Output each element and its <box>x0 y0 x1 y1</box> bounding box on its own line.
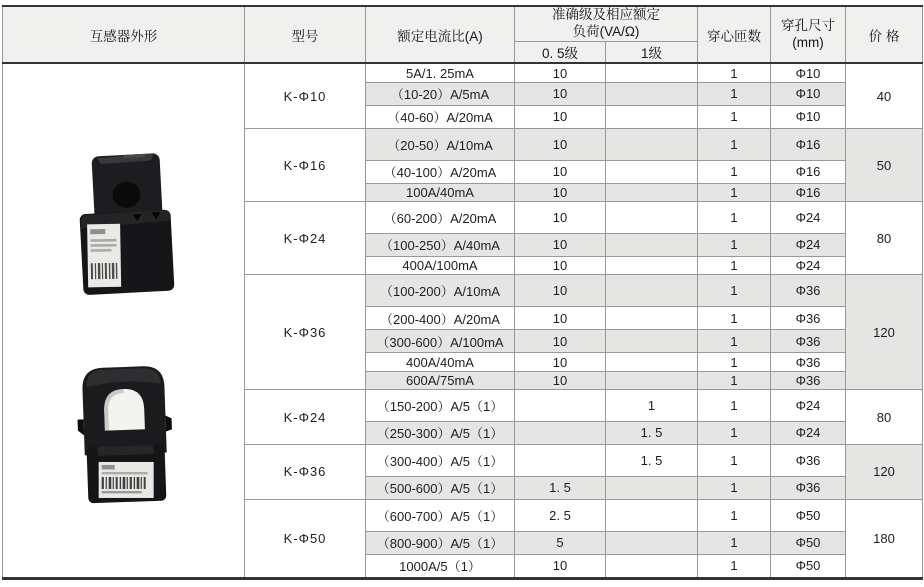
model-cell: K-Φ36 <box>245 445 366 500</box>
hole-cell: Φ50 <box>771 499 846 531</box>
turns-cell: 1 <box>698 256 771 274</box>
acc05-cell: 10 <box>515 160 606 183</box>
acc05-cell: 10 <box>515 554 606 578</box>
turns-cell: 1 <box>698 63 771 82</box>
acc1-cell <box>606 554 698 578</box>
hole-cell: Φ10 <box>771 82 846 105</box>
ratio-cell: （800-900）A/5（1） <box>366 531 515 554</box>
acc05-cell <box>515 390 606 422</box>
turns-cell: 1 <box>698 128 771 160</box>
acc05-cell: 10 <box>515 256 606 274</box>
acc05-cell <box>515 421 606 444</box>
hole-cell: Φ16 <box>771 160 846 183</box>
turns-cell: 1 <box>698 307 771 330</box>
ct-spec-table <box>2 5 923 580</box>
hole-cell: Φ36 <box>771 353 846 371</box>
acc1-cell <box>606 105 698 128</box>
acc1-cell <box>606 128 698 160</box>
turns-cell: 1 <box>698 183 771 201</box>
acc1-cell: 1 <box>606 390 698 422</box>
ratio-cell: （40-60）A/20mA <box>366 105 515 128</box>
turns-cell: 1 <box>698 353 771 371</box>
acc1-cell <box>606 82 698 105</box>
acc05-cell: 2. 5 <box>515 499 606 531</box>
hole-cell: Φ50 <box>771 531 846 554</box>
turns-cell: 1 <box>698 371 771 389</box>
price-cell: 180 <box>846 499 923 578</box>
acc1-cell <box>606 183 698 201</box>
hole-cell: Φ24 <box>771 233 846 256</box>
solid-core-ct-photo <box>73 150 175 298</box>
price-cell: 80 <box>846 202 923 275</box>
split-core-ct-photo <box>73 356 175 508</box>
hole-cell: Φ10 <box>771 63 846 82</box>
hole-cell: Φ24 <box>771 202 846 234</box>
acc1-cell: 1. 5 <box>606 445 698 477</box>
header-turns: 穿心匝数 <box>698 6 771 63</box>
acc05-cell: 5 <box>515 531 606 554</box>
acc05-cell: 10 <box>515 82 606 105</box>
hole-cell: Φ50 <box>771 554 846 578</box>
model-cell: K-Φ24 <box>245 202 366 275</box>
acc1-cell <box>606 63 698 82</box>
model-cell: K-Φ10 <box>245 63 366 128</box>
ratio-cell: 100A/40mA <box>366 183 515 201</box>
table-row <box>3 63 923 82</box>
turns-cell: 1 <box>698 202 771 234</box>
hole-cell: Φ16 <box>771 128 846 160</box>
acc05-cell: 1. 5 <box>515 476 606 499</box>
turns-cell: 1 <box>698 554 771 578</box>
acc05-cell: 10 <box>515 202 606 234</box>
header-acc05: 0. 5级 <box>515 41 606 63</box>
price-cell: 40 <box>846 63 923 128</box>
model-cell: K-Φ50 <box>245 499 366 578</box>
acc05-cell: 10 <box>515 371 606 389</box>
hole-cell: Φ36 <box>771 307 846 330</box>
ratio-cell: （60-200）A/20mA <box>366 202 515 234</box>
hole-cell: Φ24 <box>771 421 846 444</box>
hole-cell: Φ36 <box>771 371 846 389</box>
turns-cell: 1 <box>698 499 771 531</box>
turns-cell: 1 <box>698 390 771 422</box>
ratio-cell: （10-20）A/5mA <box>366 82 515 105</box>
acc05-cell: 10 <box>515 105 606 128</box>
appearance-cell <box>3 63 245 578</box>
hole-cell: Φ10 <box>771 105 846 128</box>
acc1-cell <box>606 476 698 499</box>
price-cell: 120 <box>846 275 923 390</box>
ratio-cell: （500-600）A/5（1） <box>366 476 515 499</box>
header-model: 型号 <box>245 6 366 63</box>
ratio-cell: （300-600）A/100mA <box>366 330 515 353</box>
acc1-cell <box>606 371 698 389</box>
ratio-cell: （100-250）A/40mA <box>366 233 515 256</box>
acc1-cell <box>606 275 698 307</box>
acc05-cell: 10 <box>515 275 606 307</box>
price-cell: 50 <box>846 128 923 201</box>
turns-cell: 1 <box>698 476 771 499</box>
acc1-cell <box>606 256 698 274</box>
ratio-cell: 600A/75mA <box>366 371 515 389</box>
header-hole-line2: (mm) <box>792 34 824 50</box>
ratio-cell: （20-50）A/10mA <box>366 128 515 160</box>
turns-cell: 1 <box>698 233 771 256</box>
turns-cell: 1 <box>698 82 771 105</box>
header-ratio: 额定电流比(A) <box>366 6 515 63</box>
turns-cell: 1 <box>698 105 771 128</box>
acc1-cell: 1. 5 <box>606 421 698 444</box>
model-cell: K-Φ16 <box>245 128 366 201</box>
acc05-cell: 10 <box>515 353 606 371</box>
turns-cell: 1 <box>698 531 771 554</box>
model-cell: K-Φ36 <box>245 275 366 390</box>
header-hole <box>771 6 846 63</box>
header-accuracy-line2: 负荷(VA/Ω) <box>572 23 640 39</box>
spec-table-sheet <box>2 5 922 581</box>
acc1-cell <box>606 307 698 330</box>
header-hole-line1: 穿孔尺寸 <box>781 17 835 33</box>
header-price: 价 格 <box>846 6 923 63</box>
ratio-cell: 5A/1. 25mA <box>366 63 515 82</box>
ratio-cell: （150-200）A/5（1） <box>366 390 515 422</box>
turns-cell: 1 <box>698 330 771 353</box>
acc1-cell <box>606 233 698 256</box>
acc1-cell <box>606 330 698 353</box>
price-cell: 120 <box>846 445 923 500</box>
acc1-cell <box>606 531 698 554</box>
acc05-cell: 10 <box>515 63 606 82</box>
acc05-cell: 10 <box>515 330 606 353</box>
ratio-cell: 400A/100mA <box>366 256 515 274</box>
ratio-cell: （250-300）A/5（1） <box>366 421 515 444</box>
table-header <box>3 6 923 63</box>
acc1-cell <box>606 499 698 531</box>
ratio-cell: （300-400）A/5（1） <box>366 445 515 477</box>
hole-cell: Φ36 <box>771 330 846 353</box>
acc1-cell <box>606 353 698 371</box>
hole-cell: Φ36 <box>771 275 846 307</box>
turns-cell: 1 <box>698 421 771 444</box>
acc05-cell: 10 <box>515 307 606 330</box>
ratio-cell: 1000A/5（1） <box>366 554 515 578</box>
turns-cell: 1 <box>698 160 771 183</box>
ratio-cell: （600-700）A/5（1） <box>366 499 515 531</box>
header-accuracy-group <box>515 6 698 41</box>
acc05-cell <box>515 445 606 477</box>
acc05-cell: 10 <box>515 128 606 160</box>
hole-cell: Φ36 <box>771 476 846 499</box>
model-cell: K-Φ24 <box>245 390 366 445</box>
ratio-cell: 400A/40mA <box>366 353 515 371</box>
hole-cell: Φ24 <box>771 256 846 274</box>
turns-cell: 1 <box>698 445 771 477</box>
header-acc1: 1级 <box>606 41 698 63</box>
acc1-cell <box>606 160 698 183</box>
acc1-cell <box>606 202 698 234</box>
ratio-cell: （40-100）A/20mA <box>366 160 515 183</box>
acc05-cell: 10 <box>515 183 606 201</box>
ratio-cell: （200-400）A/20mA <box>366 307 515 330</box>
hole-cell: Φ24 <box>771 390 846 422</box>
hole-cell: Φ36 <box>771 445 846 477</box>
price-cell: 80 <box>846 390 923 445</box>
ratio-cell: （100-200）A/10mA <box>366 275 515 307</box>
header-accuracy-line1: 准确级及相应额定 <box>552 7 660 22</box>
turns-cell: 1 <box>698 275 771 307</box>
hole-cell: Φ16 <box>771 183 846 201</box>
header-appearance: 互感器外形 <box>3 6 245 63</box>
acc05-cell: 10 <box>515 233 606 256</box>
